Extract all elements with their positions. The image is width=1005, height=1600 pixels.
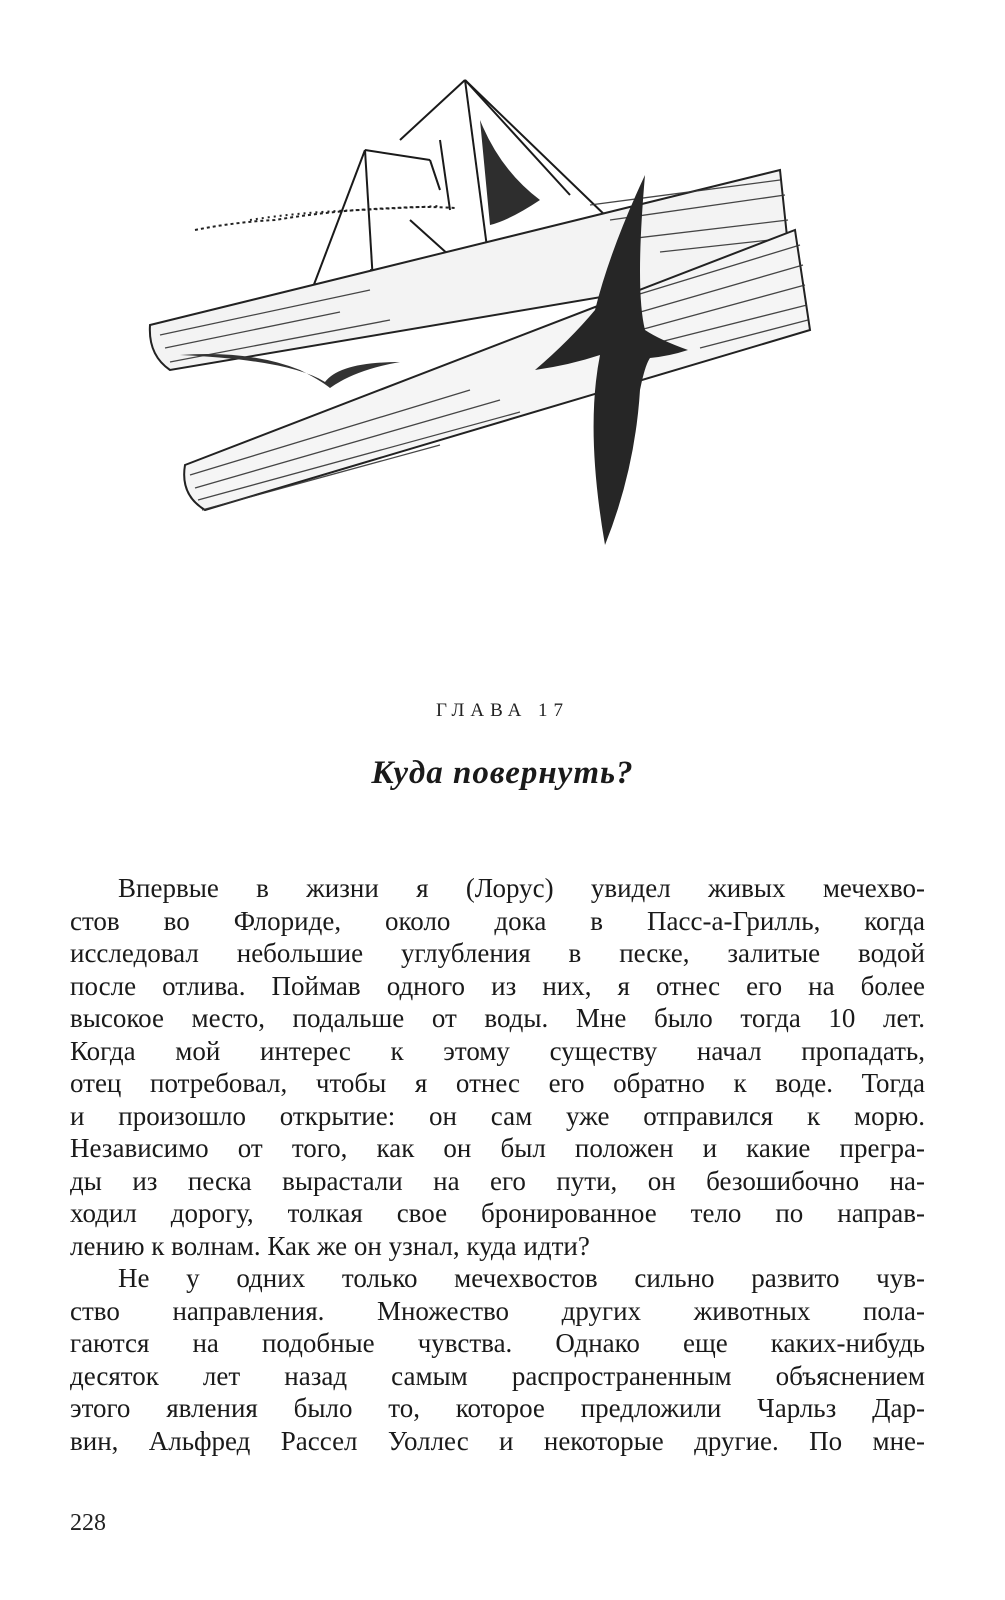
ship-whale-illustration: [140, 70, 820, 560]
paragraph: [70, 872, 925, 1262]
chapter-title: Куда повернуть?: [371, 755, 634, 791]
text-line: после отлива. Поймав одного из них, я отнес его на более: [70, 970, 925, 1001]
text-line: Независимо от того, как он был положен и какие прегра-: [70, 1133, 925, 1163]
ship-sail: [480, 120, 540, 225]
text-line: Не у одних только мечехвостов сильно развито чув-: [118, 1263, 925, 1293]
text-line: ды из песка вырастали на его пути, он безошибочно на-: [70, 1165, 925, 1196]
text-line: отец потребовал, чтобы я отнес его обратно к воде. Тогда: [70, 1068, 925, 1098]
text-line: высокое место, подальше от воды. Мне было тогда 10 лет.: [70, 1003, 925, 1033]
text-line: ходил дорогу, толкая свое бронированное тело по направ-: [70, 1198, 925, 1228]
paragraph: [70, 1262, 925, 1457]
text-line: этого явления было то, которое предложили Чарльз Дар-: [70, 1393, 925, 1423]
text-line: стов во Флориде, около дока в Пасс-а-Грилль, когда: [70, 905, 925, 936]
chapter-label: ГЛАВА 17: [435, 700, 570, 721]
page-number: 228: [70, 1510, 106, 1536]
text-line: лению к волнам. Как же он узнал, куда идти?: [70, 1230, 590, 1261]
text-line: исследовал небольшие углубления в песке, залитые водой: [70, 938, 925, 968]
body-text: [70, 872, 925, 1457]
text-line: Когда мой интерес к этому существу начал пропадать,: [70, 1035, 925, 1066]
text-line: ство направления. Множество других животных пола-: [70, 1295, 925, 1326]
text-line: и произошло открытие: он сам уже отправился к морю.: [70, 1100, 925, 1131]
text-line: десяток лет назад самым распространенным объяснением: [70, 1360, 925, 1391]
text-line: вин, Альфред Рассел Уоллес и некоторые другие. По мне-: [70, 1425, 925, 1456]
text-line: Впервые в жизни я (Лорус) увидел живых мечехво-: [118, 873, 925, 903]
text-line: гаются на подобные чувства. Однако еще каких-нибудь: [70, 1328, 925, 1358]
